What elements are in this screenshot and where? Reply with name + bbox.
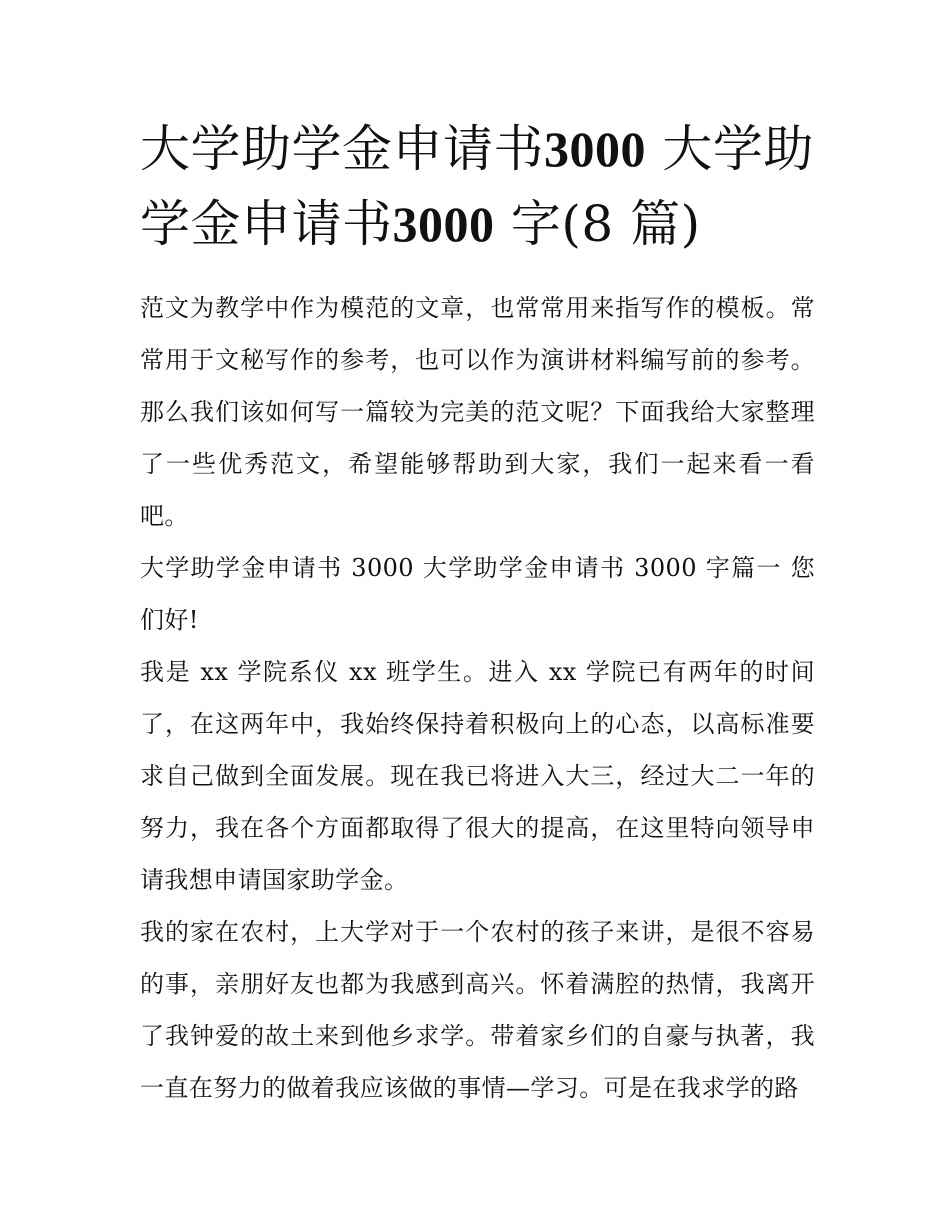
document-title: [140, 112, 815, 262]
title-number-1: 3000: [544, 121, 646, 177]
document-page: [140, 112, 815, 1114]
intro-paragraph: 范文为教学中作为模范的文章，也常常用来指写作的模板。常常用于文秘写作的参考，也可以作为演讲材料编写前的参考。那么我们该如何写一篇较为完美的范文呢？下面我给大家整理了一些优秀范文，希望能够帮助到大家，我们一起来看一看吧。: [140, 294, 815, 530]
section-heading-paragraph: 大学助学金申请书 3000 大学助学金申请书 3000 字篇一 您们好!: [140, 554, 815, 634]
body-paragraph-1: 我是 xx 学院系仪 xx 班学生。进入 xx 学院已有两年的时间了，在这两年中，我始终保持着积极向上的心态，以高标准要求自己做到全面发展。现在我已将进入大三，经过大二一年的努力，我在各个方面都取得了很大的提高，在这里特向领导申请我想申请国家助学金。: [140, 658, 815, 894]
title-text-2: 大学助学金申请书: [140, 120, 814, 253]
document-body: [140, 282, 815, 1114]
title-text-3: 字(8 篇): [510, 195, 701, 253]
title-text-1: 大学助学金申请书: [140, 120, 544, 178]
title-number-2: 3000: [392, 196, 495, 252]
body-paragraph-2: 我的家在农村，上大学对于一个农村的孩子来讲，是很不容易的事，亲朋好友也都为我感到高兴。怀着满腔的热情，我离开了我钟爱的故土来到他乡求学。带着家乡们的自豪与执著，我一直在努力的做着我应该做的事情—学习。可是在我求学的路: [140, 918, 815, 1102]
